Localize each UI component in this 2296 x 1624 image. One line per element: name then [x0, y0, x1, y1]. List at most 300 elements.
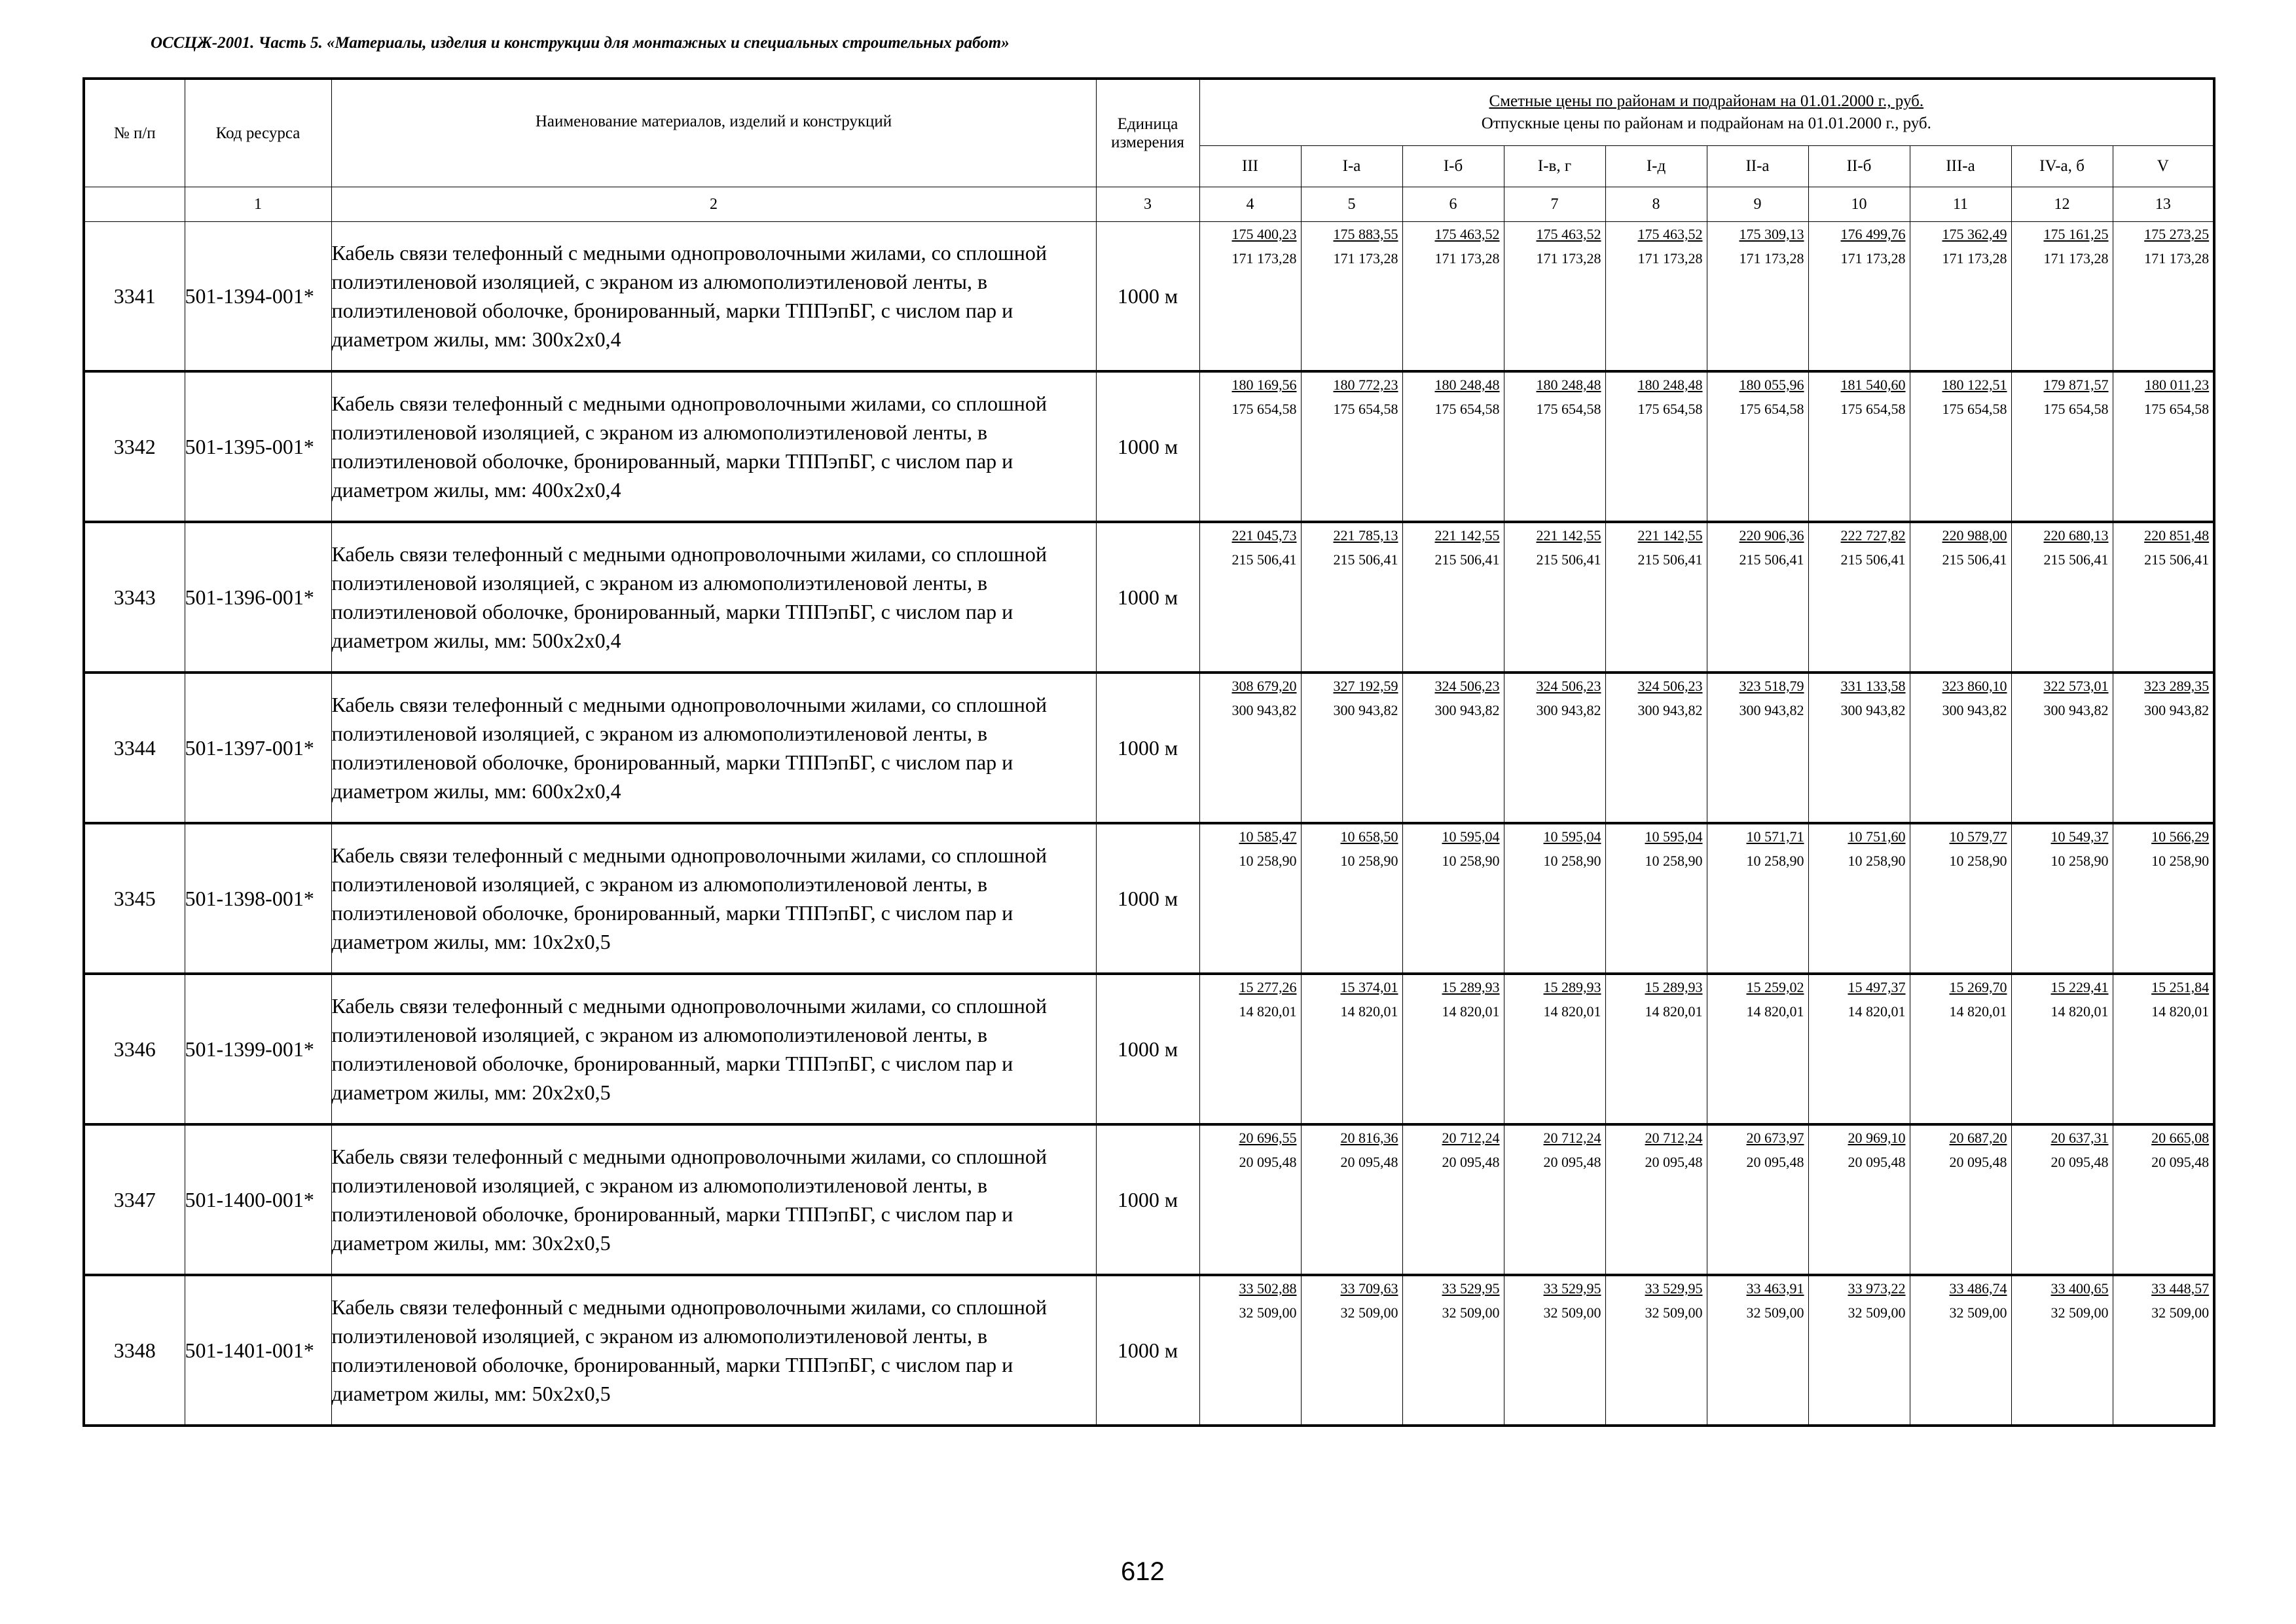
release-price: 215 506,41 — [1739, 551, 1804, 568]
table-row — [84, 1124, 2214, 1275]
resource-code: 501-1397-001* — [185, 673, 331, 823]
estimate-price: 175 362,49 — [1942, 226, 2007, 242]
release-price: 10 258,90 — [1442, 853, 1500, 869]
release-price: 10 258,90 — [1949, 853, 2007, 869]
estimate-price: 10 595,04 — [1442, 828, 1500, 845]
price-cell — [1301, 222, 1402, 372]
release-price: 171 173,28 — [1434, 250, 1500, 267]
document-header: ОССЦЖ-2001. Часть 5. «Материалы, изделия и конструкции для монтажных и специальных строительных работ» — [151, 34, 1010, 52]
estimate-price: 175 463,52 — [1536, 226, 1601, 242]
header-prices-release: Отпускные цены по районам и подрайонам на 01.01.2000 г., руб. — [1481, 115, 1931, 132]
estimate-price: 33 502,88 — [1239, 1280, 1297, 1297]
price-cell — [1504, 1275, 1605, 1426]
price-cell — [1402, 823, 1504, 974]
release-price: 175 654,58 — [1231, 401, 1297, 417]
estimate-price: 175 309,13 — [1739, 226, 1804, 242]
price-cell — [1504, 823, 1605, 974]
estimate-price: 15 251,84 — [2151, 979, 2210, 995]
release-price: 215 506,41 — [2144, 551, 2210, 568]
price-cell — [1707, 1124, 1808, 1275]
header-region: III — [1199, 146, 1301, 187]
price-cell — [2011, 522, 2113, 673]
release-price: 175 654,58 — [1739, 401, 1804, 417]
release-price: 171 173,28 — [1231, 250, 1297, 267]
price-cell — [1910, 974, 2011, 1124]
header-region: I-б — [1402, 146, 1504, 187]
resource-code: 501-1398-001* — [185, 823, 331, 974]
price-cell — [1707, 974, 1808, 1124]
estimate-price: 10 585,47 — [1239, 828, 1297, 845]
estimate-price: 20 712,24 — [1645, 1130, 1703, 1146]
price-cell — [1605, 673, 1707, 823]
column-number — [84, 187, 185, 222]
row-number: 3342 — [84, 371, 185, 522]
column-number: 7 — [1504, 187, 1605, 222]
price-cell — [2113, 222, 2214, 372]
resource-code: 501-1401-001* — [185, 1275, 331, 1426]
estimate-price: 33 486,74 — [1949, 1280, 2007, 1297]
price-cell — [2113, 974, 2214, 1124]
release-price: 215 506,41 — [1942, 551, 2007, 568]
estimate-price: 221 142,55 — [1434, 527, 1500, 544]
price-cell — [1402, 1275, 1504, 1426]
price-cell — [1808, 974, 1910, 1124]
row-number: 3347 — [84, 1124, 185, 1275]
release-price: 171 173,28 — [1536, 250, 1601, 267]
price-cell — [1605, 1275, 1707, 1426]
table-row — [84, 974, 2214, 1124]
release-price: 171 173,28 — [2043, 250, 2109, 267]
estimate-price: 10 751,60 — [1848, 828, 1906, 845]
resource-code: 501-1394-001* — [185, 222, 331, 372]
table-row — [84, 222, 2214, 372]
price-cell — [2011, 974, 2113, 1124]
release-price: 10 258,90 — [1645, 853, 1703, 869]
estimate-price: 324 506,23 — [1434, 678, 1500, 694]
price-cell — [1301, 1124, 1402, 1275]
estimate-price: 175 161,25 — [2043, 226, 2109, 242]
price-cell — [1808, 1124, 1910, 1275]
resource-code: 501-1399-001* — [185, 974, 331, 1124]
release-price: 14 820,01 — [1340, 1003, 1398, 1020]
resource-code: 501-1400-001* — [185, 1124, 331, 1275]
release-price: 215 506,41 — [1637, 551, 1703, 568]
header-region: II-а — [1707, 146, 1808, 187]
release-price: 32 509,00 — [1543, 1304, 1601, 1321]
estimate-price: 15 497,37 — [1848, 979, 1906, 995]
estimate-price: 220 988,00 — [1942, 527, 2007, 544]
price-cell — [2113, 823, 2214, 974]
estimate-price: 15 229,41 — [2050, 979, 2109, 995]
release-price: 10 258,90 — [1340, 853, 1398, 869]
price-cell — [2011, 673, 2113, 823]
release-price: 175 654,58 — [2144, 401, 2210, 417]
price-cell — [1707, 222, 1808, 372]
estimate-price: 323 860,10 — [1942, 678, 2007, 694]
estimate-price: 180 248,48 — [1637, 377, 1703, 393]
release-price: 20 095,48 — [1442, 1154, 1500, 1170]
release-price: 20 095,48 — [1340, 1154, 1398, 1170]
unit-of-measure: 1000 м — [1096, 673, 1199, 823]
estimate-price: 323 518,79 — [1739, 678, 1804, 694]
header-region: I-а — [1301, 146, 1402, 187]
price-cell — [1402, 673, 1504, 823]
estimate-price: 179 871,57 — [2043, 377, 2109, 393]
price-cell — [1402, 1124, 1504, 1275]
estimate-price: 20 816,36 — [1340, 1130, 1398, 1146]
estimate-price: 175 883,55 — [1333, 226, 1398, 242]
column-number: 6 — [1402, 187, 1504, 222]
estimate-price: 180 248,48 — [1434, 377, 1500, 393]
release-price: 14 820,01 — [1949, 1003, 2007, 1020]
release-price: 300 943,82 — [2043, 702, 2109, 718]
release-price: 215 506,41 — [1840, 551, 1906, 568]
release-price: 215 506,41 — [1536, 551, 1601, 568]
price-cell — [1301, 371, 1402, 522]
header-code: Код ресурса — [185, 79, 331, 187]
table-row — [84, 371, 2214, 522]
release-price: 32 509,00 — [1949, 1304, 2007, 1321]
release-price: 300 943,82 — [1434, 702, 1500, 718]
release-price: 10 258,90 — [1543, 853, 1601, 869]
unit-of-measure: 1000 м — [1096, 974, 1199, 1124]
estimate-price: 180 122,51 — [1942, 377, 2007, 393]
release-price: 32 509,00 — [2151, 1304, 2210, 1321]
price-cell — [2113, 371, 2214, 522]
release-price: 14 820,01 — [1746, 1003, 1804, 1020]
release-price: 20 095,48 — [1746, 1154, 1804, 1170]
page-number: 612 — [1121, 1557, 1165, 1586]
header-region: I-в, г — [1504, 146, 1605, 187]
price-cell — [1808, 522, 1910, 673]
price-cell — [1605, 522, 1707, 673]
estimate-price: 324 506,23 — [1536, 678, 1601, 694]
estimate-price: 33 529,95 — [1442, 1280, 1500, 1297]
release-price: 175 654,58 — [1840, 401, 1906, 417]
estimate-price: 10 566,29 — [2151, 828, 2210, 845]
price-cell — [1199, 1275, 1301, 1426]
estimate-price: 175 463,52 — [1434, 226, 1500, 242]
price-cell — [1910, 823, 2011, 974]
price-cell — [1402, 222, 1504, 372]
estimate-price: 20 696,55 — [1239, 1130, 1297, 1146]
release-price: 300 943,82 — [1942, 702, 2007, 718]
header-row-no: № п/п — [84, 79, 185, 187]
estimate-price: 331 133,58 — [1840, 678, 1906, 694]
estimate-price: 33 529,95 — [1543, 1280, 1601, 1297]
table-row — [84, 1275, 2214, 1426]
price-cell — [1199, 222, 1301, 372]
estimate-price: 33 709,63 — [1340, 1280, 1398, 1297]
price-cell — [1605, 371, 1707, 522]
price-cell — [1199, 974, 1301, 1124]
material-name: Кабель связи телефонный с медными однопроволочными жилами, со сплошной полиэтиленовой изоляцией, с экраном из алюмополиэтиленовой ленты, в полиэтиленовой оболочке, бронированный, марки ТППэпБГ, с числом пар и диаметром жилы, мм: 400х2х0,4 — [331, 371, 1096, 522]
estimate-price: 10 595,04 — [1543, 828, 1601, 845]
price-cell — [1504, 371, 1605, 522]
column-number: 10 — [1808, 187, 1910, 222]
column-number: 3 — [1096, 187, 1199, 222]
release-price: 175 654,58 — [1942, 401, 2007, 417]
price-cell — [2011, 222, 2113, 372]
release-price: 32 509,00 — [1442, 1304, 1500, 1321]
release-price: 10 258,90 — [1239, 853, 1297, 869]
estimate-price: 180 248,48 — [1536, 377, 1601, 393]
release-price: 300 943,82 — [1231, 702, 1297, 718]
resource-code: 501-1396-001* — [185, 522, 331, 673]
release-price: 32 509,00 — [1746, 1304, 1804, 1321]
estimate-price: 323 289,35 — [2144, 678, 2210, 694]
estimate-price: 175 400,23 — [1231, 226, 1297, 242]
price-cell — [2011, 371, 2113, 522]
row-number: 3346 — [84, 974, 185, 1124]
release-price: 20 095,48 — [1848, 1154, 1906, 1170]
release-price: 10 258,90 — [1746, 853, 1804, 869]
material-name: Кабель связи телефонный с медными однопроволочными жилами, со сплошной полиэтиленовой изоляцией, с экраном из алюмополиэтиленовой ленты, в полиэтиленовой оболочке, бронированный, марки ТППэпБГ, с числом пар и диаметром жилы, мм: 20х2х0,5 — [331, 974, 1096, 1124]
price-cell — [1199, 823, 1301, 974]
release-price: 215 506,41 — [2043, 551, 2109, 568]
price-table — [82, 77, 2215, 1427]
header-prices-estimate: Сметные цены по районам и подрайонам на 01.01.2000 г., руб. — [1489, 92, 1924, 110]
price-cell — [1199, 371, 1301, 522]
row-number: 3341 — [84, 222, 185, 372]
price-cell — [1910, 1275, 2011, 1426]
price-cell — [1910, 522, 2011, 673]
estimate-price: 33 400,65 — [2050, 1280, 2109, 1297]
unit-of-measure: 1000 м — [1096, 1124, 1199, 1275]
release-price: 175 654,58 — [1333, 401, 1398, 417]
estimate-price: 15 277,26 — [1239, 979, 1297, 995]
estimate-price: 180 055,96 — [1739, 377, 1804, 393]
unit-of-measure: 1000 м — [1096, 522, 1199, 673]
release-price: 171 173,28 — [1840, 250, 1906, 267]
price-cell — [1504, 673, 1605, 823]
price-cell — [1301, 522, 1402, 673]
material-name: Кабель связи телефонный с медными однопроволочными жилами, со сплошной полиэтиленовой изоляцией, с экраном из алюмополиэтиленовой ленты, в полиэтиленовой оболочке, бронированный, марки ТППэпБГ, с числом пар и диаметром жилы, мм: 30х2х0,5 — [331, 1124, 1096, 1275]
estimate-price: 181 540,60 — [1840, 377, 1906, 393]
price-cell — [1504, 1124, 1605, 1275]
estimate-price: 221 142,55 — [1637, 527, 1703, 544]
estimate-price: 324 506,23 — [1637, 678, 1703, 694]
release-price: 32 509,00 — [1848, 1304, 1906, 1321]
estimate-price: 33 448,57 — [2151, 1280, 2210, 1297]
release-price: 215 506,41 — [1333, 551, 1398, 568]
price-cell — [1504, 974, 1605, 1124]
estimate-price: 322 573,01 — [2043, 678, 2109, 694]
release-price: 14 820,01 — [2050, 1003, 2109, 1020]
price-cell — [2011, 823, 2113, 974]
release-price: 10 258,90 — [2151, 853, 2210, 869]
header-name: Наименование материалов, изделий и конструкций — [331, 79, 1096, 187]
estimate-price: 221 142,55 — [1536, 527, 1601, 544]
estimate-price: 180 169,56 — [1231, 377, 1297, 393]
column-number: 2 — [331, 187, 1096, 222]
price-cell — [1808, 673, 1910, 823]
material-name: Кабель связи телефонный с медными однопроволочными жилами, со сплошной полиэтиленовой изоляцией, с экраном из алюмополиэтиленовой ленты, в полиэтиленовой оболочке, бронированный, марки ТППэпБГ, с числом пар и диаметром жилы, мм: 10х2х0,5 — [331, 823, 1096, 974]
price-cell — [1402, 522, 1504, 673]
release-price: 20 095,48 — [1543, 1154, 1601, 1170]
estimate-price: 10 658,50 — [1340, 828, 1398, 845]
price-cell — [1910, 673, 2011, 823]
price-cell — [2113, 1124, 2214, 1275]
price-cell — [1910, 1124, 2011, 1275]
release-price: 300 943,82 — [1739, 702, 1804, 718]
price-cell — [1199, 522, 1301, 673]
release-price: 300 943,82 — [1840, 702, 1906, 718]
price-cell — [1199, 1124, 1301, 1275]
column-number: 1 — [185, 187, 331, 222]
unit-of-measure: 1000 м — [1096, 222, 1199, 372]
price-cell — [1707, 371, 1808, 522]
column-number: 11 — [1910, 187, 2011, 222]
price-cell — [1910, 371, 2011, 522]
release-price: 215 506,41 — [1434, 551, 1500, 568]
price-cell — [1301, 974, 1402, 1124]
estimate-price: 20 665,08 — [2151, 1130, 2210, 1146]
price-cell — [1199, 673, 1301, 823]
price-cell — [1605, 974, 1707, 1124]
estimate-price: 10 549,37 — [2050, 828, 2109, 845]
estimate-price: 33 973,22 — [1848, 1280, 1906, 1297]
release-price: 14 820,01 — [1645, 1003, 1703, 1020]
release-price: 32 509,00 — [1340, 1304, 1398, 1321]
row-number: 3348 — [84, 1275, 185, 1426]
estimate-price: 10 571,71 — [1746, 828, 1804, 845]
header-region: V — [2113, 146, 2214, 187]
release-price: 175 654,58 — [1536, 401, 1601, 417]
release-price: 14 820,01 — [1848, 1003, 1906, 1020]
price-cell — [2113, 1275, 2214, 1426]
estimate-price: 221 045,73 — [1231, 527, 1297, 544]
estimate-price: 20 712,24 — [1543, 1130, 1601, 1146]
release-price: 171 173,28 — [1333, 250, 1398, 267]
release-price: 171 173,28 — [2144, 250, 2210, 267]
estimate-price: 33 529,95 — [1645, 1280, 1703, 1297]
estimate-price: 20 687,20 — [1949, 1130, 2007, 1146]
header-region: I-д — [1605, 146, 1707, 187]
estimate-price: 220 906,36 — [1739, 527, 1804, 544]
release-price: 20 095,48 — [2151, 1154, 2210, 1170]
release-price: 175 654,58 — [1637, 401, 1703, 417]
release-price: 171 173,28 — [1739, 250, 1804, 267]
estimate-price: 33 463,91 — [1746, 1280, 1804, 1297]
release-price: 14 820,01 — [1543, 1003, 1601, 1020]
estimate-price: 15 289,93 — [1442, 979, 1500, 995]
estimate-price: 15 289,93 — [1645, 979, 1703, 995]
price-cell — [1504, 222, 1605, 372]
price-cell — [2011, 1275, 2113, 1426]
estimate-price: 175 273,25 — [2144, 226, 2210, 242]
material-name: Кабель связи телефонный с медными однопроволочными жилами, со сплошной полиэтиленовой изоляцией, с экраном из алюмополиэтиленовой ленты, в полиэтиленовой оболочке, бронированный, марки ТППэпБГ, с числом пар и диаметром жилы, мм: 50х2х0,5 — [331, 1275, 1096, 1426]
estimate-price: 15 289,93 — [1543, 979, 1601, 995]
release-price: 14 820,01 — [1442, 1003, 1500, 1020]
price-cell — [1402, 371, 1504, 522]
header-region: III-а — [1910, 146, 2011, 187]
estimate-price: 220 680,13 — [2043, 527, 2109, 544]
release-price: 14 820,01 — [2151, 1003, 2210, 1020]
estimate-price: 15 269,70 — [1949, 979, 2007, 995]
estimate-price: 10 595,04 — [1645, 828, 1703, 845]
estimate-price: 175 463,52 — [1637, 226, 1703, 242]
price-cell — [1808, 1275, 1910, 1426]
release-price: 20 095,48 — [1949, 1154, 2007, 1170]
estimate-price: 20 637,31 — [2050, 1130, 2109, 1146]
price-cell — [1605, 823, 1707, 974]
header-unit: Единица измерения — [1096, 79, 1199, 187]
estimate-price: 10 579,77 — [1949, 828, 2007, 845]
estimate-price: 20 969,10 — [1848, 1130, 1906, 1146]
header-prices — [1199, 79, 2214, 146]
estimate-price: 176 499,76 — [1840, 226, 1906, 242]
price-cell — [1402, 974, 1504, 1124]
row-number: 3344 — [84, 673, 185, 823]
estimate-price: 15 374,01 — [1340, 979, 1398, 995]
release-price: 14 820,01 — [1239, 1003, 1297, 1020]
header-region: IV-а, б — [2011, 146, 2113, 187]
price-cell — [1301, 1275, 1402, 1426]
estimate-price: 20 712,24 — [1442, 1130, 1500, 1146]
price-cell — [1808, 222, 1910, 372]
price-cell — [1910, 222, 2011, 372]
price-cell — [1707, 823, 1808, 974]
header-region: II-б — [1808, 146, 1910, 187]
price-cell — [1301, 673, 1402, 823]
estimate-price: 308 679,20 — [1231, 678, 1297, 694]
column-number: 12 — [2011, 187, 2113, 222]
column-number: 8 — [1605, 187, 1707, 222]
estimate-price: 221 785,13 — [1333, 527, 1398, 544]
release-price: 171 173,28 — [1942, 250, 2007, 267]
unit-of-measure: 1000 м — [1096, 823, 1199, 974]
release-price: 32 509,00 — [1645, 1304, 1703, 1321]
price-cell — [1707, 1275, 1808, 1426]
column-number: 9 — [1707, 187, 1808, 222]
price-cell — [1605, 222, 1707, 372]
estimate-price: 180 772,23 — [1333, 377, 1398, 393]
unit-of-measure: 1000 м — [1096, 1275, 1199, 1426]
price-cell — [1808, 823, 1910, 974]
material-name: Кабель связи телефонный с медными однопроволочными жилами, со сплошной полиэтиленовой изоляцией, с экраном из алюмополиэтиленовой ленты, в полиэтиленовой оболочке, бронированный, марки ТППэпБГ, с числом пар и диаметром жилы, мм: 500х2х0,4 — [331, 522, 1096, 673]
price-cell — [1301, 823, 1402, 974]
price-cell — [1707, 522, 1808, 673]
row-number: 3343 — [84, 522, 185, 673]
release-price: 171 173,28 — [1637, 250, 1703, 267]
release-price: 32 509,00 — [2050, 1304, 2109, 1321]
resource-code: 501-1395-001* — [185, 371, 331, 522]
row-number: 3345 — [84, 823, 185, 974]
table-row — [84, 673, 2214, 823]
column-number: 5 — [1301, 187, 1402, 222]
price-cell — [1504, 522, 1605, 673]
release-price: 20 095,48 — [1645, 1154, 1703, 1170]
release-price: 300 943,82 — [2144, 702, 2210, 718]
price-cell — [1808, 371, 1910, 522]
release-price: 175 654,58 — [2043, 401, 2109, 417]
price-cell — [2113, 522, 2214, 673]
unit-of-measure: 1000 м — [1096, 371, 1199, 522]
column-number: 4 — [1199, 187, 1301, 222]
material-name: Кабель связи телефонный с медными однопроволочными жилами, со сплошной полиэтиленовой изоляцией, с экраном из алюмополиэтиленовой ленты, в полиэтиленовой оболочке, бронированный, марки ТППэпБГ, с числом пар и диаметром жилы, мм: 600х2х0,4 — [331, 673, 1096, 823]
estimate-price: 220 851,48 — [2144, 527, 2210, 544]
release-price: 20 095,48 — [2050, 1154, 2109, 1170]
release-price: 300 943,82 — [1637, 702, 1703, 718]
estimate-price: 20 673,97 — [1746, 1130, 1804, 1146]
estimate-price: 15 259,02 — [1746, 979, 1804, 995]
release-price: 10 258,90 — [1848, 853, 1906, 869]
table-row — [84, 823, 2214, 974]
estimate-price: 180 011,23 — [2144, 377, 2210, 393]
release-price: 32 509,00 — [1239, 1304, 1297, 1321]
release-price: 215 506,41 — [1231, 551, 1297, 568]
